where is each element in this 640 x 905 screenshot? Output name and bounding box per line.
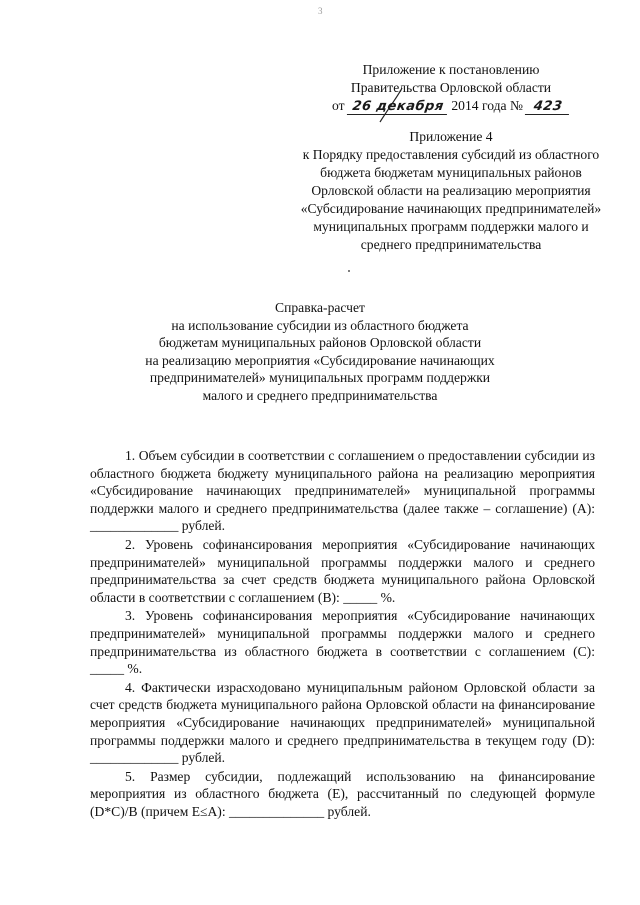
title-line: предпринимателей» муниципальных программ поддержки [149,370,491,386]
title-line: на реализацию мероприятия «Субсидирование начинающих [145,352,495,368]
title-line: малого и среднего предпринимательства [202,387,438,403]
document-title [100,299,540,405]
header-date-line [332,97,570,115]
signature-stroke [372,86,412,126]
resolution-header [332,61,570,115]
annex-reference [300,128,602,254]
paragraph-1: 1. Объем субсидии в соответствии с соглашением о предоставлении субсидии из областного бюджета бюджету муниципального района на реализацию мероприятия «Субсидирование начинающих предпринимателей» муниципальной программы поддержки малого и среднего предпринимательства (далее также – соглашение) (А): _____________ рублей. [90,448,595,534]
paragraph-5: 5. Размер субсидии, подлежащий использованию на финансирование мероприятия из областного бюджета (Е), рассчитанный по следующей формуле (D*C)/B (причем Е≤А): ______________ рублей. [90,768,595,819]
paragraph-4: 4. Фактически израсходовано муниципальным районом Орловской области за счет средств бюджета муниципального района Орловской области на финансирование мероприятия «Субсидирование начинающих предпринимателей» муниципальной программы поддержки малого и среднего предпринимательства в текущем году (D): _____________ рублей. [90,679,595,766]
header-line-1: Приложение к постановлению [362,62,540,77]
document-body [90,447,595,821]
title-line: Справка-расчет [275,300,365,315]
header-line-2: Правительства Орловской области [350,80,552,95]
year-text: 2014 года № [451,98,523,113]
annex-text: к Порядку предоставления субсидий из областного бюджета бюджетам муниципальных районов Орловской области на реализацию мероприятия «Субсидирование начинающих предпринимателей» муниципальных программ поддержки малого и среднего предпринимательства [300,147,602,252]
paragraph-2: 2. Уровень софинансирования мероприятия «Субсидирование начинающих предпринимателей» муниципальной программы поддержки малого и среднего предпринимательства за счет средств бюджета муниципального района Орловской области в соответствии с соглашением (В): _____ %. [90,536,595,605]
title-line: бюджетам муниципальных районов Орловской области [158,335,482,351]
stray-dot [348,270,350,272]
title-line: на использование субсидии из областного бюджета [171,317,469,333]
page-marker: 3 [318,6,323,16]
handwritten-number: 423 [525,99,571,115]
date-prefix: от [332,98,345,113]
annex-title: Приложение 4 [409,129,493,144]
handwritten-date: 26 декабря [347,99,449,115]
paragraph-3: 3. Уровень софинансирования мероприятия «Субсидирование начинающих предпринимателей» муниципальной программы поддержки малого и среднего предпринимательства из областного бюджета в соответствии с соглашением (С): _____ %. [90,608,595,677]
